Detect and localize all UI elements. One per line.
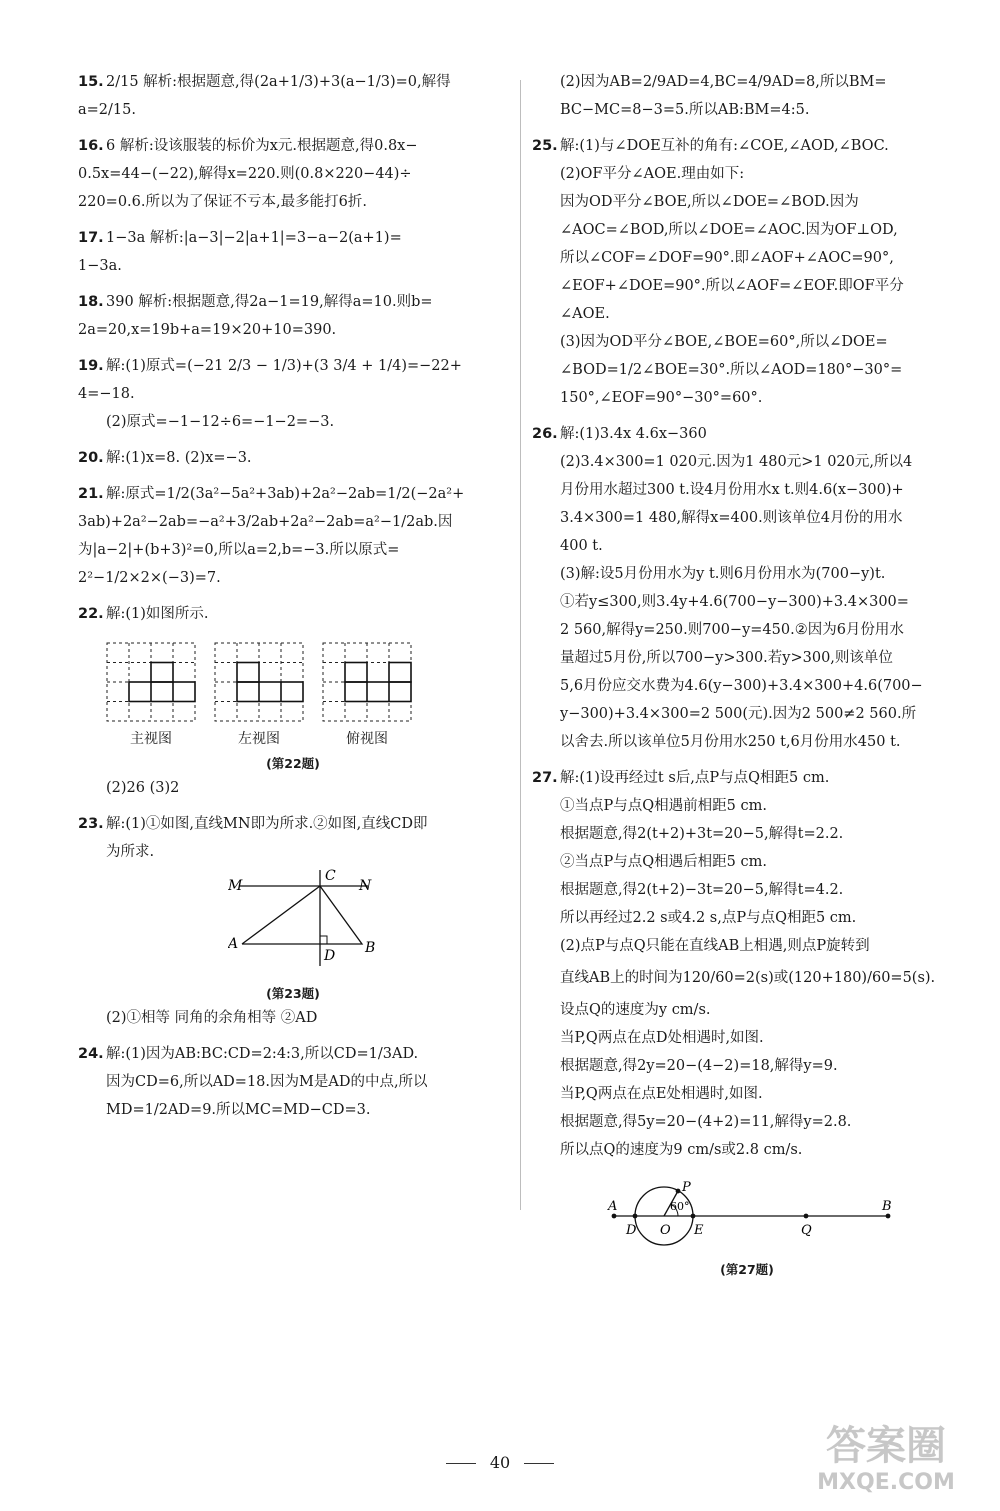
answer-line: 2a=20,x=19b+a=19×20+10=390. [78, 322, 337, 338]
answer-line: 解:(1)设再经过t s后,点P与点Q相距5 cm. [560, 770, 830, 786]
answer-line: 以舍去.所以该单位5月份用水250 t,6月份用水450 t. [560, 734, 901, 750]
answer-line: 当P,Q两点在点D处相遇时,如图. [560, 1030, 764, 1046]
answer-line: 390 解析:根据题意,得2a−1=19,解得a=10.则b= [106, 294, 433, 310]
question-number: 26. [532, 426, 558, 442]
page-number: 40 [489, 1453, 511, 1472]
answer-line: 0.5x=44−(−22),解得x=220.则(0.8×220−44)÷ [78, 166, 412, 182]
answer-line: 设点Q的速度为y cm/s. [560, 1002, 711, 1018]
answer-line: 6 解析:设该服装的标价为x元.根据题意,得0.8x− [106, 138, 418, 154]
answer-line: (2)原式=−1−12÷6=−1−2=−3. [106, 414, 335, 430]
column-divider [520, 80, 521, 1210]
answer-line: 因为OD平分∠BOE,所以∠DOE=∠BOD.因为 [560, 194, 859, 210]
left-view [214, 642, 304, 748]
answer-line: 150°,∠EOF=90°−30°=60°. [560, 390, 763, 406]
question-21 [78, 480, 508, 592]
answer-line: 所以∠COF=∠DOF=90°.即∠AOF+∠AOC=90°, [560, 250, 894, 266]
question-18 [78, 288, 508, 344]
answer-line: 解:(1)因为AB:BC:CD=2:4:3,所以CD=1/3AD. [106, 1046, 419, 1062]
question-15 [78, 68, 508, 124]
circle-line-figure [606, 1180, 962, 1256]
label-Q: Q [801, 1223, 812, 1238]
question-22 [78, 600, 508, 802]
answer-line: 根据题意,得2(t+2)−3t=20−5,解得t=4.2. [560, 882, 844, 898]
left-column [78, 68, 508, 1132]
answer-line: 根据题意,得5y=20−(4+2)=11,解得y=2.8. [560, 1114, 852, 1130]
label-E: E [694, 1223, 704, 1238]
label-N: N [359, 878, 372, 894]
point-Q [804, 1214, 809, 1219]
answer-line: ②当点P与点Q相遇后相距5 cm. [560, 854, 767, 870]
answer-line: 4=−18. [78, 386, 135, 402]
right-angle-mark [320, 936, 327, 944]
answer-line: 1−3a 解析:|a−3|−2|a+1|=3−a−2(a+1)= [106, 230, 402, 246]
answer-line: ①若y≤300,则3.4y+4.6(700−y−300)+3.4×300= [560, 594, 909, 610]
answer-line: ∠AOC=∠BOD,所以∠DOE=∠AOC.因为OF⊥OD, [560, 222, 898, 238]
answer-line: (2)OF平分∠AOE.理由如下: [560, 166, 745, 182]
answer-line: 月份用水超过300 t.设4月份用水x t.则4.6(x−300)+ [560, 482, 904, 498]
question-24 [78, 1040, 508, 1124]
left-view-grid [214, 642, 304, 722]
answer-line: 根据题意,得2y=20−(4−2)=18,解得y=9. [560, 1058, 838, 1074]
label-P: P [682, 1180, 691, 1195]
point-P [676, 1189, 681, 1194]
footer-dash [524, 1463, 554, 1464]
question-20 [78, 444, 508, 472]
answer-line: BC−MC=8−3=5.所以AB:BM=4:5. [560, 102, 810, 118]
label-A: A [228, 936, 239, 952]
question-number: 16. [78, 138, 104, 154]
watermark-logo [786, 1415, 986, 1497]
answer-line: 根据题意,得2(t+2)+3t=20−5,解得t=2.2. [560, 826, 844, 842]
triangle-ABC [242, 886, 362, 944]
answer-line: 2²−1/2×2×(−3)=7. [78, 570, 221, 586]
question-number: 22. [78, 606, 104, 622]
question-number: 20. [78, 450, 104, 466]
question-number: 27. [532, 770, 558, 786]
figure-caption: (第27题) [720, 1262, 774, 1277]
question-17 [78, 224, 508, 280]
label-D: D [324, 948, 336, 964]
answer-line: 因为CD=6,所以AD=18.因为M是AD的中点,所以 [106, 1074, 428, 1090]
figure-caption: (第23题) [266, 986, 320, 1001]
answer-line: 为所求. [106, 844, 155, 860]
answer-line: 解:(1)①如图,直线MN即为所求.②如图,直线CD即 [106, 816, 428, 832]
label-D: D [626, 1223, 637, 1238]
answer-line: 解:原式=1/2(3a²−5a²+3ab)+2a²−2ab=1/2(−2a²+ [106, 486, 465, 502]
answer-line: (3)解:设5月份用水为y t.则6月份用水为(700−y)t. [560, 566, 886, 582]
answer-line: 为|a−2|+(b+3)²=0,所以a=2,b=−3.所以原式= [78, 542, 400, 558]
answer-line: ∠EOF+∠DOE=90°.所以∠AOF=∠EOF.即OF平分 [560, 278, 904, 294]
label-B: B [365, 940, 376, 956]
answer-line: 解:(1)与∠DOE互补的角有:∠COE,∠AOD,∠BOC. [560, 138, 889, 154]
point-A [612, 1214, 617, 1219]
question-number: 15. [78, 74, 104, 90]
answer-line: 5,6月份应交水费为4.6(y−300)+3.4×300+4.6(700− [560, 678, 923, 694]
top-view [322, 642, 412, 748]
answer-line: 2 560,解得y=250.则700−y=450.②因为6月份用水 [560, 622, 904, 638]
answer-line: 2/15 解析:根据题意,得(2a+1/3)+3(a−1/3)=0,解得 [106, 74, 451, 90]
question-number: 17. [78, 230, 104, 246]
answer-line: (2)26 (3)2 [106, 780, 180, 796]
answer-line: a=2/15. [78, 102, 136, 118]
question-number: 25. [532, 138, 558, 154]
label-angle: 60° [670, 1200, 690, 1213]
view-label: 俯视图 [346, 731, 388, 747]
question-23 [78, 810, 508, 1032]
answer-line: (2)①相等 同角的余角相等 ②AD [106, 1010, 318, 1026]
answer-line: 所以点Q的速度为9 cm/s或2.8 cm/s. [560, 1142, 803, 1158]
question-16 [78, 132, 508, 216]
top-view-grid [322, 642, 412, 722]
label-A: A [608, 1199, 618, 1214]
answer-line: y−300)+3.4×300=2 500(元).因为2 500≠2 560.所 [560, 706, 917, 722]
answer-line: (3)因为OD平分∠BOE,∠BOE=60°,所以∠DOE= [560, 334, 888, 350]
three-views-figure [106, 642, 508, 748]
watermark-top: 答案圈 [826, 1423, 946, 1469]
answer-line: 所以再经过2.2 s或4.2 s,点P与点Q相距5 cm. [560, 910, 857, 926]
front-view-grid [106, 642, 196, 722]
answer-line: ①当点P与点Q相遇前相距5 cm. [560, 798, 767, 814]
question-number: 23. [78, 816, 104, 832]
answer-line: 3.4×300=1 480,解得x=400.则该单位4月份的用水 [560, 510, 903, 526]
answer-line: ∠BOD=1/2∠BOE=30°.所以∠AOD=180°−30°= [560, 362, 903, 378]
figure-caption: (第22题) [266, 756, 320, 771]
front-view [106, 642, 196, 748]
label-M: M [228, 878, 243, 894]
question-19 [78, 352, 508, 436]
footer-dash [446, 1463, 476, 1464]
label-O: O [660, 1223, 671, 1238]
answer-line: 解:(1)如图所示. [106, 606, 209, 622]
answer-line: 解:(1)原式=(−21 2/3 − 1/3)+(3 3/4 + 1/4)=−22+ [106, 358, 462, 374]
point-B [886, 1214, 891, 1219]
label-C: C [325, 868, 336, 884]
answer-line: 1−3a. [78, 258, 122, 274]
answer-line: 220=0.6.所以为了保证不亏本,最多能打6折. [78, 194, 367, 210]
view-label: 左视图 [238, 731, 280, 747]
question-number: 18. [78, 294, 104, 310]
triangle-figure [228, 866, 508, 982]
answer-line: ∠AOE. [560, 306, 610, 322]
point-E [691, 1214, 696, 1219]
question-number: 19. [78, 358, 104, 374]
answer-line: 400 t. [560, 538, 603, 554]
question-number: 21. [78, 486, 104, 502]
answer-line: (2)3.4×300=1 020元.因为1 480元>1 020元,所以4 [560, 454, 913, 470]
answer-line: MD=1/2AD=9.所以MC=MD−CD=3. [106, 1102, 371, 1118]
answer-line: (2)点P与点Q只能在直线AB上相遇,则点P旋转到 [560, 938, 870, 954]
answer-line: 当P,Q两点在点E处相遇时,如图. [560, 1086, 763, 1102]
view-label: 主视图 [130, 731, 172, 747]
point-D [633, 1214, 638, 1219]
question-25 [532, 132, 962, 412]
answer-line: 量超过5月份,所以700−y>300.若y>300,则该单位 [560, 650, 893, 666]
question-number: 24. [78, 1046, 104, 1062]
question-26 [532, 420, 962, 756]
right-column [532, 68, 962, 1286]
answer-line: 直线AB上的时间为120/60=2(s)或(120+180)/60=5(s). [560, 970, 936, 986]
question-24-continued [532, 68, 962, 124]
answer-line: 解:(1)x=8. (2)x=−3. [106, 450, 252, 466]
watermark-bottom: MXQE.COM [817, 1470, 955, 1495]
answer-line: 3ab)+2a²−2ab=−a²+3/2ab+2a²−2ab=a²−1/2ab.因 [78, 514, 453, 530]
question-27 [532, 764, 962, 1278]
label-B: B [882, 1199, 892, 1214]
answer-line: (2)因为AB=2/9AD=4,BC=4/9AD=8,所以BM= [560, 74, 887, 90]
answer-line: 解:(1)3.4x 4.6x−360 [560, 426, 707, 442]
